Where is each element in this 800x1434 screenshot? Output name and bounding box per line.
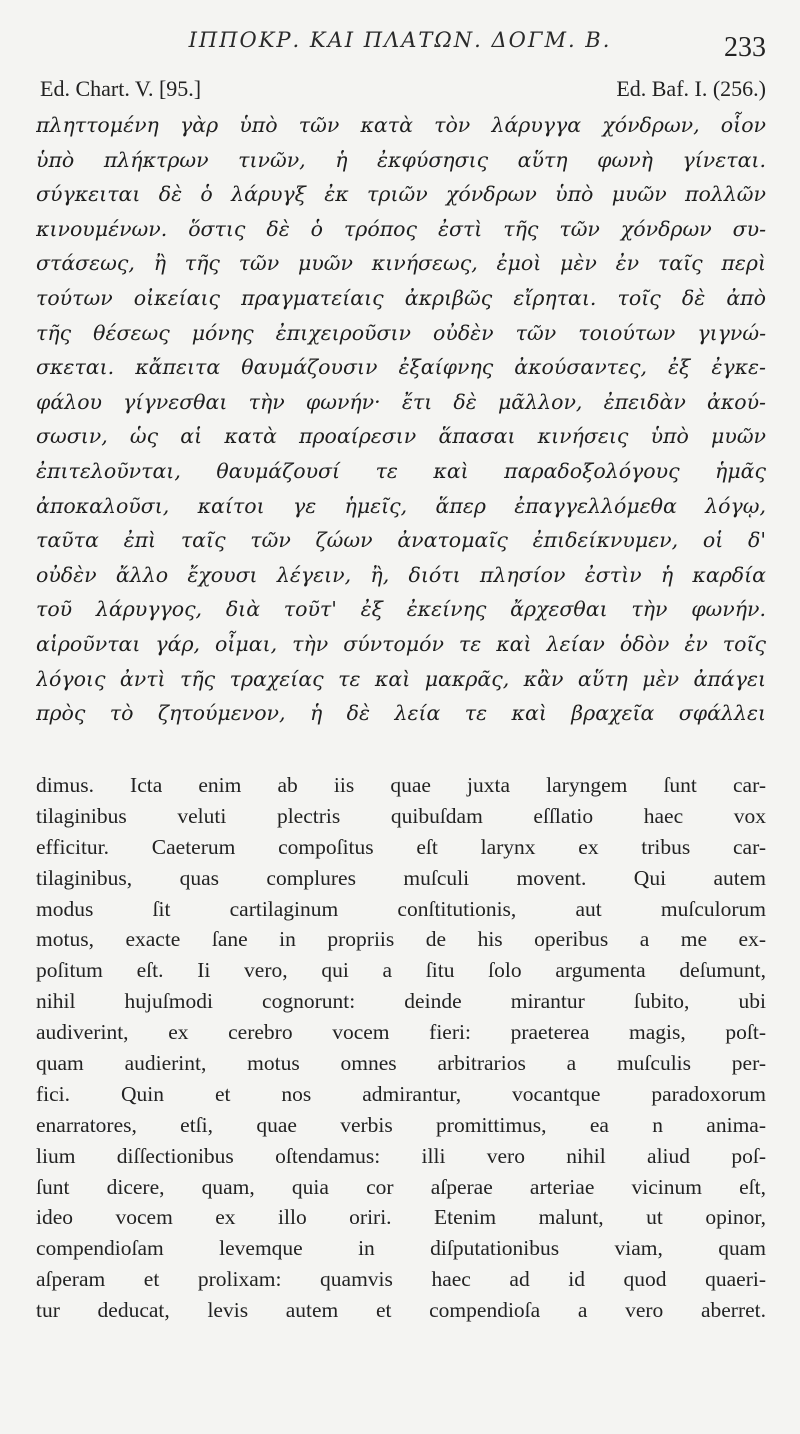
- latin-text-line: ſunt dicere, quam, quia cor aſperae arteriae vicinum eſt,: [36, 1174, 766, 1199]
- latin-text-line: tilaginibus, quas complures muſculi movent. Qui autem: [36, 865, 766, 890]
- greek-text-line: τῆς θέσεως μόνης ἐπιχειροῦσιν οὐδὲν τῶν τοιούτων γιγνώ-: [36, 320, 766, 345]
- latin-text-line: audiverint, ex cerebro vocem fieri: praeterea magis, poſt-: [36, 1020, 766, 1045]
- greek-text-line: σύγκειται δὲ ὁ λάρυγξ ἐκ τριῶν χόνδρων ὑπὸ μυῶν πολλῶν: [36, 182, 766, 207]
- latin-text-line: motus, exacte ſane in propriis de his operibus a me ex-: [36, 927, 766, 952]
- running-title: ΙΠΠΟΚΡ. ΚΑΙ ΠΛΑΤΩΝ. ΔΟΓΜ. Β.: [188, 28, 612, 52]
- latin-text-line: compendioſam levemque in diſputationibus viam, quam: [36, 1236, 766, 1261]
- greek-text-line: ἀποκαλοῦσι, καίτοι γε ἡμεῖς, ἅπερ ἐπαγγελλόμεθα λόγῳ,: [36, 493, 766, 518]
- greek-text-line: σωσιν, ὡς αἱ κατὰ προαίρεσιν ἅπασαι κινήσεις ὑπὸ μυῶν: [36, 424, 766, 449]
- latin-text-line: lium diſſectionibus oſtendamus: illi vero nihil aliud poſ-: [36, 1143, 766, 1168]
- greek-text-line: φάλου γίγνεσθαι τὴν φωνήν· ἔτι δὲ μᾶλλον, ἐπειδὰν ἀκού-: [36, 389, 766, 414]
- latin-text-line: tilaginibus veluti plectris quibuſdam eſſlatio haec vox: [36, 803, 766, 828]
- latin-text-line: fici. Quin et nos admirantur, vocantque paradoxorum: [36, 1081, 766, 1106]
- greek-text-block: [36, 108, 766, 731]
- greek-text-line: ἐπιτελοῦνται, θαυμάζουσί τε καὶ παραδοξολόγους ἡμᾶς: [36, 458, 766, 483]
- latin-text-line: nihil hujuſmodi cognorunt: deinde mirantur ſubito, ubi: [36, 989, 766, 1014]
- greek-text-line: τούτων οἰκείαις πραγματείαις ἀκριβῶς εἴρηται. τοῖς δὲ ἀπὸ: [36, 285, 766, 310]
- greek-text-line: πληττομένη γὰρ ὑπὸ τῶν κατὰ τὸν λάρυγγα χόνδρων, οἷον: [36, 113, 766, 137]
- greek-text-line: τοῦ λάρυγγος, διὰ τοῦτ' ἐξ ἐκείνης ἄρχεσθαι τὴν φωνήν.: [36, 597, 766, 622]
- latin-text-line: aſperam et prolixam: quamvis haec ad id quod quaeri-: [36, 1267, 766, 1292]
- page-number: 233: [724, 32, 766, 63]
- greek-text-line: πρὸς τὸ ζητούμενον, ἡ δὲ λεία τε καὶ βραχεῖα σφάλλει: [36, 701, 766, 726]
- greek-text-line: στάσεως, ἢ τῆς τῶν μυῶν κινήσεως, ἐμοὶ μὲν ἐν ταῖς περὶ: [36, 251, 766, 276]
- running-head: [0, 28, 800, 64]
- latin-text-line: ideo vocem ex illo oriri. Etenim malunt, ut opinor,: [36, 1205, 766, 1230]
- edition-basel-reference: Ed. Baf. I. (256.): [616, 76, 766, 101]
- greek-text-line: οὐδὲν ἄλλο ἔχουσι λέγειν, ἢ, διότι πλησίον ἐστὶν ἡ καρδία: [36, 562, 766, 587]
- greek-text-line: ταῦτα ἐπὶ ταῖς τῶν ζώων ἀνατομαῖς ἐπιδείκνυμεν, οἱ δ': [36, 528, 766, 553]
- latin-text-line: poſitum eſt. Ii vero, qui a ſitu ſolo argumenta deſumunt,: [36, 958, 766, 983]
- greek-text-line: σκεται. κἄπειτα θαυμάζουσιν ἐξαίφνης ἀκούσαντες, ἐξ ἐγκε-: [36, 355, 766, 380]
- latin-text-line: efficitur. Caeterum compoſitus eſt larynx ex tribus car-: [36, 834, 766, 859]
- latin-text-line: dimus. Icta enim ab iis quae juxta laryngem ſunt car-: [36, 773, 766, 797]
- latin-text-line: tur deducat, levis autem et compendioſa a vero aberret.: [36, 1298, 766, 1323]
- edition-chartier-reference: Ed. Chart. V. [95.]: [40, 76, 202, 101]
- greek-text-line: κινουμένων. ὅστις δὲ ὁ τρόπος ἐστὶ τῆς τῶν χόνδρων συ-: [36, 216, 766, 241]
- greek-text-line: λόγοις ἀντὶ τῆς τραχείας τε καὶ μακρᾶς, κἂν αὕτη μὲν ἀπάγει: [36, 666, 766, 691]
- edition-references: [40, 76, 766, 104]
- latin-text-line: enarratores, etſi, quae verbis promittimus, ea n anima-: [36, 1112, 766, 1137]
- latin-text-line: quam audierint, motus omnes arbitrarios a muſculis per-: [36, 1051, 766, 1076]
- latin-text-line: modus ſit cartilaginum conſtitutionis, aut muſculorum: [36, 896, 766, 921]
- latin-text-block: [36, 770, 766, 1326]
- greek-text-line: ὑπὸ πλήκτρων τινῶν, ἡ ἐκφύσησις αὕτη φωνὴ γίνεται.: [36, 147, 766, 172]
- greek-text-line: αἱροῦνται γάρ, οἶμαι, τὴν σύντομόν τε καὶ λείαν ὁδὸν ἐν τοῖς: [36, 631, 766, 656]
